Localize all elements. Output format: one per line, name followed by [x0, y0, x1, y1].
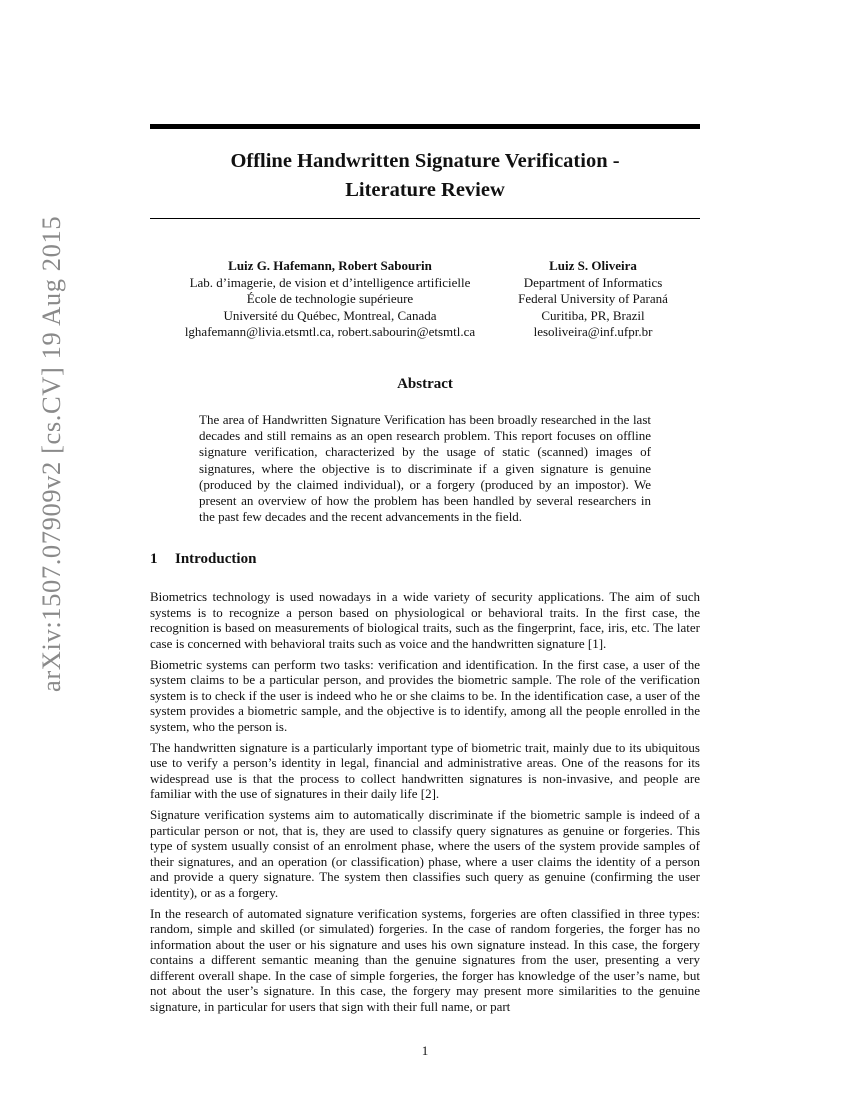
affiliation-line: Department of Informatics	[523, 274, 663, 290]
affiliation-line: École de technologie supérieure	[246, 291, 414, 306]
paragraph: The handwritten signature is a particularly important type of biometric trait, mainly due to its ubiquitous use to verify a person’s identity in legal, financial and administrative areas. One of the reasons for its widespread use is that the process to collect handwritten signatures is non-invasive, and people are familiar with the use of signatures in their daily life [2].	[150, 739, 700, 801]
paragraph: In the research of automated signature verification systems, forgeries are often classified in three types: random, simple and skilled (or simulated) forgeries. In the case of random forgeries, the forger has no information about the user or his signature and uses his own signature instead. In this case, the forgery contains a different semantic meaning than the genuine signatures from the user, presenting a very different overall shape. In the case of simple forgeries, the forger has knowledge of the user’s name, but not about the user’s signature. In this case, the forgery may present more similarities to the genuine signature, in particular for users that sign with their full name, or part	[150, 905, 700, 1014]
title-line-1: Offline Handwritten Signature Verification -	[230, 150, 620, 172]
section-number: 1	[150, 551, 158, 567]
author-emails-left: lghafemann@livia.etsmtl.ca, robert.sabourin@etsmtl.ca	[184, 324, 476, 339]
page-number: 1	[421, 1043, 429, 1058]
title-top-rule	[150, 124, 700, 129]
affiliation-line: Université du Québec, Montreal, Canada	[223, 307, 437, 323]
title-bottom-rule	[150, 218, 700, 219]
paragraph: Signature verification systems aim to automatically discriminate if the biometric sample is indeed of a particular person or not, that is, they are used to classify query signatures as genuine or forgeries. This type of system usually consist of an enrolment phase, where the users of the system provide samples of their signatures, and an operation (or classification) phase, where a user claims the identity of a person and provide a query signature. The system then classifies such query as genuine (confirming the user identity), or as a forgery.	[150, 807, 700, 900]
author-names-right: Luiz S. Oliveira	[549, 258, 637, 273]
paper-title	[150, 147, 700, 205]
title-line-2: Literature Review	[345, 179, 505, 201]
author-email-right: lesoliveira@inf.ufpr.br	[533, 324, 653, 339]
author-names-left: Luiz G. Hafemann, Robert Sabourin	[228, 258, 432, 273]
affiliation-line: Curitiba, PR, Brazil	[541, 307, 645, 323]
arxiv-identifier-stamp: arXiv:1507.07909v2 [cs.CV] 19 Aug 2015	[36, 215, 66, 692]
author-block-left	[150, 258, 510, 341]
abstract-text: The area of Handwritten Signature Verification has been broadly researched in the last decades and still remains as an open research problem. This report focuses on offline signature verification, characterized by the usage of static (scanned) images of signatures, where the objective is to discriminate if a given signature is genuine (produced by the claimed individual), or a forgery (produced by an impostor). We present an overview of how the problem has been handled by several researchers in the past few decades and the recent advancements in the field.	[199, 412, 651, 525]
affiliation-line: Federal University of Paraná	[518, 291, 668, 306]
paragraph: Biometrics technology is used nowadays in a wide variety of security applications. The aim of such systems is to recognize a person based on physiological or behavioral traits. In the first case, the recognition is based on measurements of biological traits, such as the fingerprint, face, iris, etc. The later case is concerned with behavioral traits such as voice and the handwritten signature [1].	[150, 589, 700, 651]
abstract-heading: Abstract	[397, 376, 453, 392]
affiliation-line: Lab. d’imagerie, de vision et d’intelligence artificielle	[189, 274, 471, 290]
author-block-right	[488, 258, 698, 341]
section-title: Introduction	[175, 551, 257, 567]
section-heading-introduction	[150, 551, 256, 568]
paragraph: Biometric systems can perform two tasks: verification and identification. In the first case, a user of the system claims to be a particular person, and provides the biometric sample. The role of the verification system is to check if the user is indeed who he or she claims to be. In the identification case, a user of the system provides a biometric sample, and the objective is to identify, among all the people enrolled in the system, who the person is.	[150, 656, 700, 734]
introduction-body	[150, 589, 700, 1020]
